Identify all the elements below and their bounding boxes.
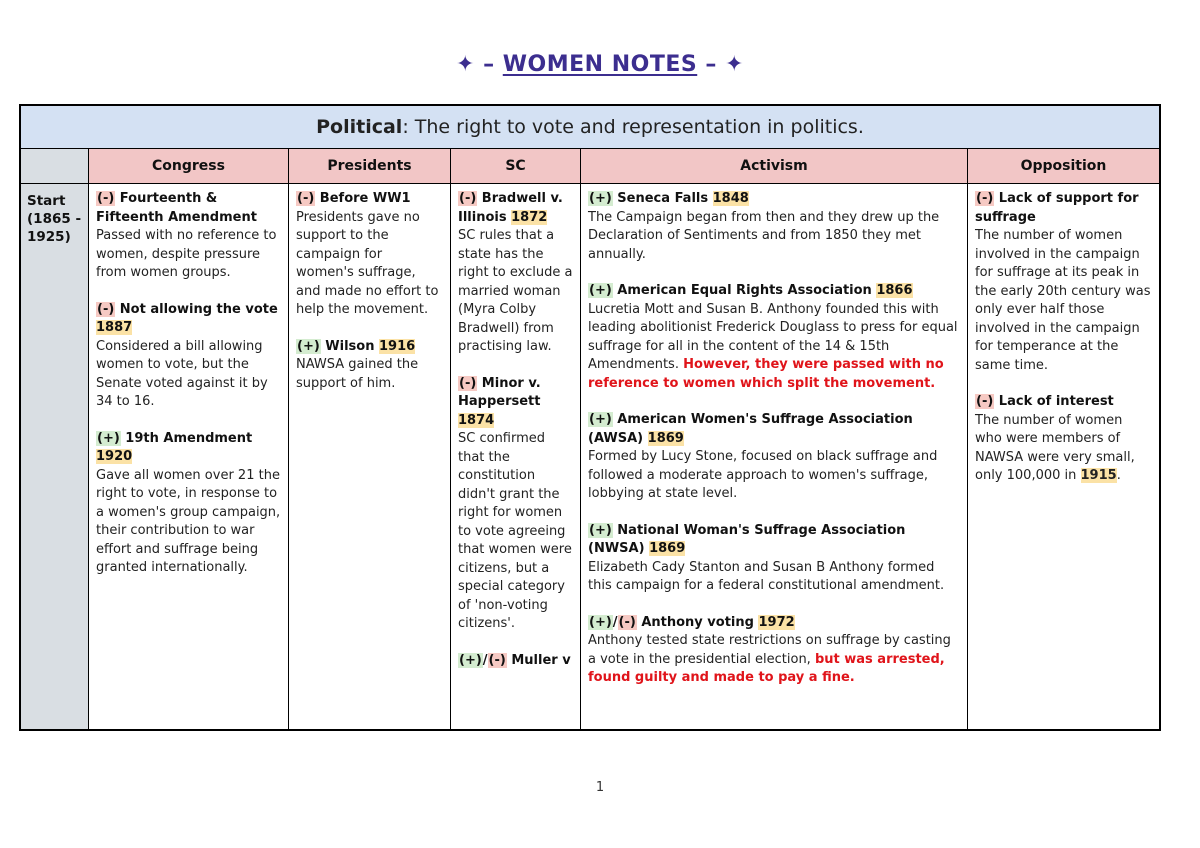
year-highlight: 1916	[379, 338, 416, 354]
opposition-entry	[975, 190, 1152, 375]
entry-heading: Lack of interest	[994, 394, 1114, 409]
col-header-activism: Activism	[581, 149, 968, 184]
title-suffix: – ✦	[697, 52, 744, 77]
title-text: WOMEN NOTES	[502, 52, 698, 77]
entry-heading: Seneca Falls	[612, 191, 713, 206]
entry-heading: Before WW1	[315, 191, 411, 206]
entry-body: The number of women who were members of NAWSA were very small, only 100,000 in	[975, 412, 1135, 483]
tag-separator: /	[482, 652, 488, 668]
tag-separator: /	[612, 614, 618, 630]
entry-emphasis: but was arrested, found guilty and made to pay a fine.	[588, 651, 945, 685]
positive-tag: (+)	[459, 652, 482, 668]
congress-cell	[89, 184, 289, 729]
notes-table	[19, 104, 1161, 731]
year-highlight: 1869	[647, 430, 684, 446]
entry-body: Anthony tested state restrictions on suffrage by casting a vote in the presidential election,	[588, 633, 951, 667]
negative-tag: (-)	[297, 191, 315, 206]
col-header-opposition: Opposition	[968, 149, 1159, 184]
col-header-congress: Congress	[89, 149, 289, 184]
sc-entry	[458, 190, 573, 357]
activism-entry	[588, 282, 960, 393]
entry-body: Elizabeth Cady Stanton and Susan B Anthony formed this campaign for a federal constitutional amendment.	[588, 559, 945, 593]
negative-tag: (-)	[97, 191, 115, 206]
title-prefix: ✦ –	[456, 52, 503, 77]
presidents-entry	[296, 338, 443, 394]
entry-body: Passed with no reference to women, despite pressure from women groups.	[96, 228, 277, 280]
activism-entry	[588, 411, 960, 504]
entry-body: Lucretia Mott and Susan B. Anthony founded this with leading abolitionist Frederick Douglass to press for equal suffrage for all in the content of the 14 & 15th Amendments.	[588, 301, 958, 372]
negative-tag: (-)	[97, 301, 115, 317]
entry-body: Formed by Lucy Stone, focused on black suffrage and followed a moderate approach to women's suffrage, lobbying at state level.	[588, 449, 938, 501]
header-rest: : The right to vote and representation in politics.	[402, 116, 864, 138]
entry-body: The Campaign began from then and they drew up the Declaration of Sentiments and from 1850 they met annually.	[588, 209, 940, 262]
entry-body: SC confirmed that the constitution didn't grant the right for women to vote agreeing that women were citizens, but a special category of 'non-voting citizens'.	[458, 431, 572, 631]
entry-heading: Bradwell v. Illinois	[458, 191, 563, 225]
document-title	[0, 52, 1200, 77]
congress-entry	[96, 301, 281, 412]
year-highlight: 1874	[458, 412, 495, 428]
col-header-sc: SC	[451, 149, 581, 184]
positive-tag: (+)	[297, 338, 320, 354]
entry-heading: Wilson	[320, 338, 380, 354]
entry-heading: Lack of support for suffrage	[975, 191, 1139, 225]
positive-tag: (+)	[97, 430, 120, 446]
congress-entry	[96, 430, 281, 578]
entry-heading: Not allowing the vote	[115, 301, 278, 317]
corner-cell	[21, 149, 89, 184]
year-highlight: 1920	[96, 449, 133, 464]
entry-body: The number of women involved in the campaign for suffrage at its peak in the early 20th century was only ever half those involved in the campaign for temperance at the same time.	[975, 228, 1151, 373]
entry-heading: Minor v. Happersett	[458, 375, 541, 409]
activism-entry	[588, 522, 960, 596]
year-highlight: 1887	[96, 320, 133, 335]
row-label: Start (1865 - 1925)	[21, 184, 89, 729]
entry-body: Gave all women over 21 the right to vote, in response to a women's group campaign, their contribution to war effort and suffrage being granted internationally.	[96, 467, 281, 575]
entry-heading: 19th Amendment	[120, 430, 253, 446]
negative-tag: (-)	[618, 614, 636, 630]
year-highlight: 1866	[876, 283, 913, 298]
opposition-cell	[968, 184, 1159, 729]
entry-body: NAWSA gained the support of him.	[296, 357, 419, 391]
activism-cell	[581, 184, 968, 729]
entry-heading: American Women's Suffrage Association (AWSA)	[588, 412, 913, 446]
presidents-cell	[289, 184, 451, 729]
sc-entry	[458, 652, 573, 671]
entry-heading: American Equal Rights Association	[612, 283, 877, 298]
negative-tag: (-)	[459, 375, 477, 391]
activism-entry	[588, 190, 960, 264]
negative-tag: (-)	[976, 394, 994, 409]
entry-body: Considered a bill allowing women to vote, but the Senate voted against it by 34 to 16.	[96, 338, 268, 409]
negative-tag: (-)	[459, 191, 477, 206]
entry-heading: Fourteenth & Fifteenth Amendment	[96, 191, 257, 225]
sc-entry	[458, 375, 573, 634]
positive-tag: (+)	[589, 283, 612, 298]
header-bold: Political	[316, 116, 403, 138]
sc-cell	[451, 184, 581, 729]
entry-body: SC rules that a state has the right to exclude a married woman (Myra Colby Bradwell) from practising law.	[458, 228, 573, 354]
entry-body-end: .	[1116, 468, 1121, 483]
entry-emphasis: However, they were passed with no reference to women which split the movement.	[588, 357, 944, 391]
year-highlight: 1972	[758, 614, 795, 630]
activism-entry	[588, 614, 960, 688]
year-highlight: 1848	[712, 191, 749, 206]
entry-body: Presidents gave no support to the campaign for women's suffrage, and made no effort to help the movement.	[296, 209, 439, 317]
positive-tag: (+)	[589, 191, 612, 206]
negative-tag: (-)	[488, 652, 506, 668]
page-number: 1	[595, 780, 605, 795]
positive-tag: (+)	[589, 412, 612, 427]
col-header-presidents: Presidents	[289, 149, 451, 184]
entry-heading: Muller v	[506, 652, 571, 668]
positive-tag: (+)	[589, 614, 612, 630]
positive-tag: (+)	[589, 522, 612, 538]
entry-heading: National Woman's Suffrage Association (NWSA)	[588, 522, 906, 556]
table-header	[21, 106, 1159, 149]
negative-tag: (-)	[976, 191, 994, 206]
year-highlight: 1869	[649, 541, 686, 556]
year-highlight: 1872	[511, 209, 548, 225]
congress-entry	[96, 190, 281, 283]
presidents-entry	[296, 190, 443, 320]
opposition-entry	[975, 393, 1152, 486]
year-highlight: 1915	[1080, 468, 1117, 483]
entry-heading: Anthony voting	[636, 614, 759, 630]
